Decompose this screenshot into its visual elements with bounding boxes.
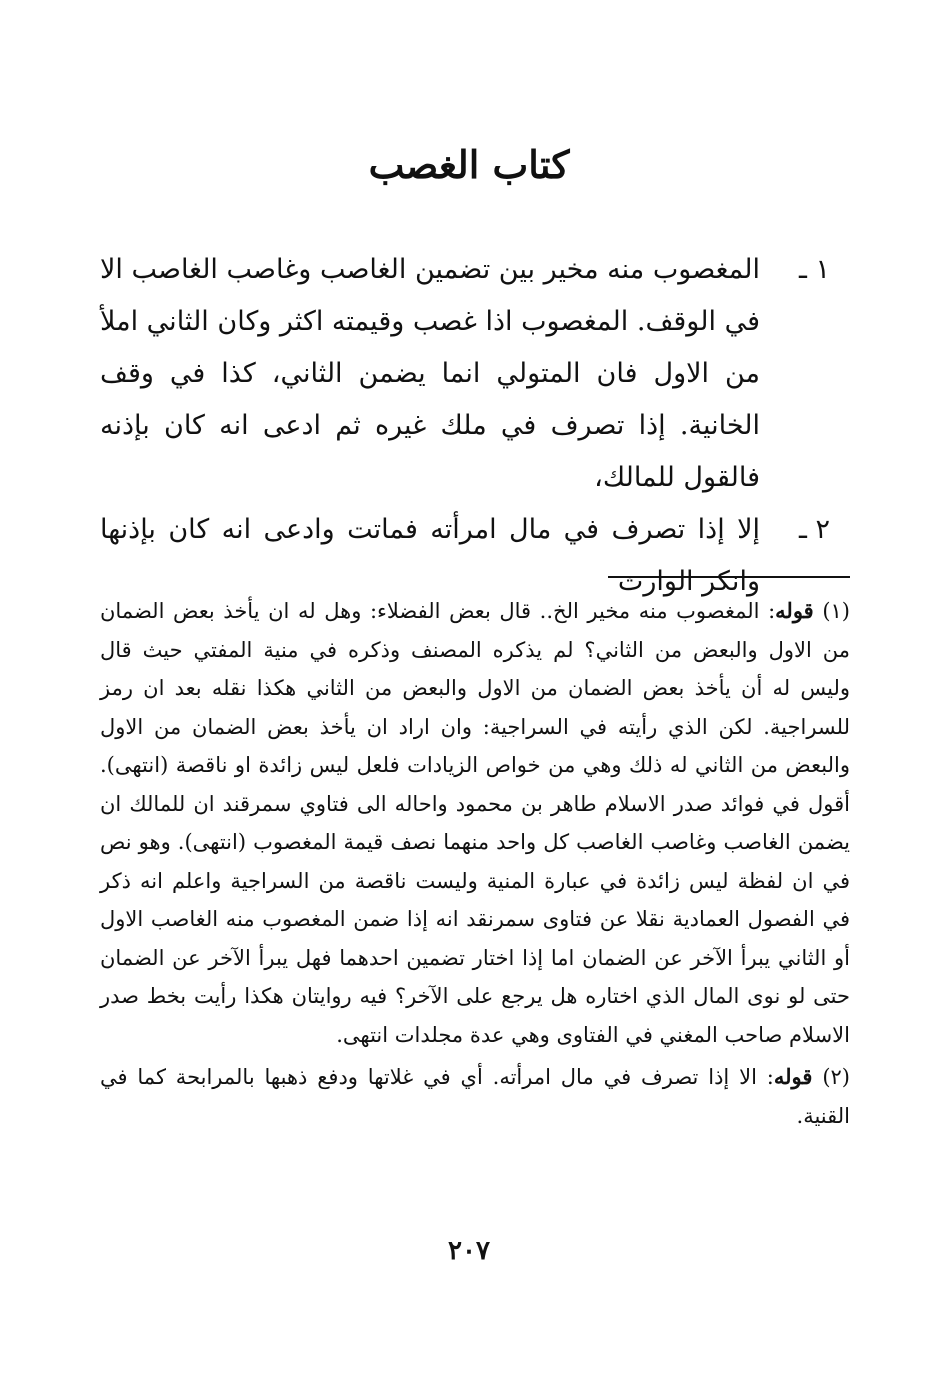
main-text [100,244,830,608]
footnote-ref: (٢) [822,1065,850,1089]
footnote-ref: (١) [822,599,850,623]
footnote-separator [608,576,850,578]
footnote-1 [100,592,850,1054]
footnote-2 [100,1058,850,1135]
footnote-text: : الا إذا تصرف في مال امرأته. أي في غلاتها ودفع ذهبها بالمرابحة كما في القنية. [100,1065,850,1128]
footnotes [100,592,850,1139]
footnote-label: قوله [773,1064,813,1089]
entry-number: ٢ ـ [798,514,830,545]
entry-number: ١ ـ [798,254,830,285]
entry-text: المغصوب منه مخير بين تضمين الغاصب وغاصب الغاصب الا في الوقف. المغصوب اذا غصب وقيمته اكثر وكان الثاني املأ من الاول فان المتولي انما يضمن الثاني، كذا في وقف الخانية. إذا تصرف في ملك غيره ثم ادعى انه كان بإذنه فالقول للمالك، [100,254,760,493]
chapter-title: كتاب الغصب [368,142,570,187]
entry-text: إلا إذا تصرف في مال امرأته فماتت وادعى انه كان بإذنها وانكر الوارث [100,514,760,597]
footnote-label: قوله [775,598,814,623]
page-number: ٢٠٧ [448,1236,490,1266]
footnote-text: : المغصوب منه مخير الخ.. قال بعض الفضلاء: وهل له ان يأخذ بعض الضمان من الاول والبعض من الثاني؟ لم يذكره المصنف وذكره في منية المفتي حيث قال وليس له أن يأخذ بعض الضمان من الاول والبعض من الثاني هكذا نقله بعد ان رمز للسراجية. لكن الذي رأيته في السراجية: وان اراد ان يأخذ بعض الضمان من الاول والبعض من الثاني له ذلك وهي من خواص الزيادات فلعل ليس زائدة او ناقصة (انتهى). أقول في فوائد صدر الاسلام طاهر بن محمود واحاله الى فتاوي سمرقند ان للمالك ان يضمن الغاصب وغاصب الغاصب كل واحد منهما نصف قيمة المغصوب (انتهى). وهو نص في ان لفظة ليس زائدة في عبارة المنية وليست ناقصة من السراجية واعلم انه ذكر في الفصول العمادية نقلا عن فتاوى سمرنقد انه إذا ضمن المغصوب منه الغاصب الاول أو الثاني يبرأ الآخر عن الضمان اما إذا اختار تضمين احدهما فهل يبرأ الآخر عن الضمان حتى لو نوى المال الذي اختاره هل يرجع على الآخر؟ فيه روايتان هكذا رأيت بخط صدر الاسلام صاحب المغني في الفتاوى وهي عدة مجلدات انتهى. [100,599,850,1047]
entry-1 [100,244,830,504]
